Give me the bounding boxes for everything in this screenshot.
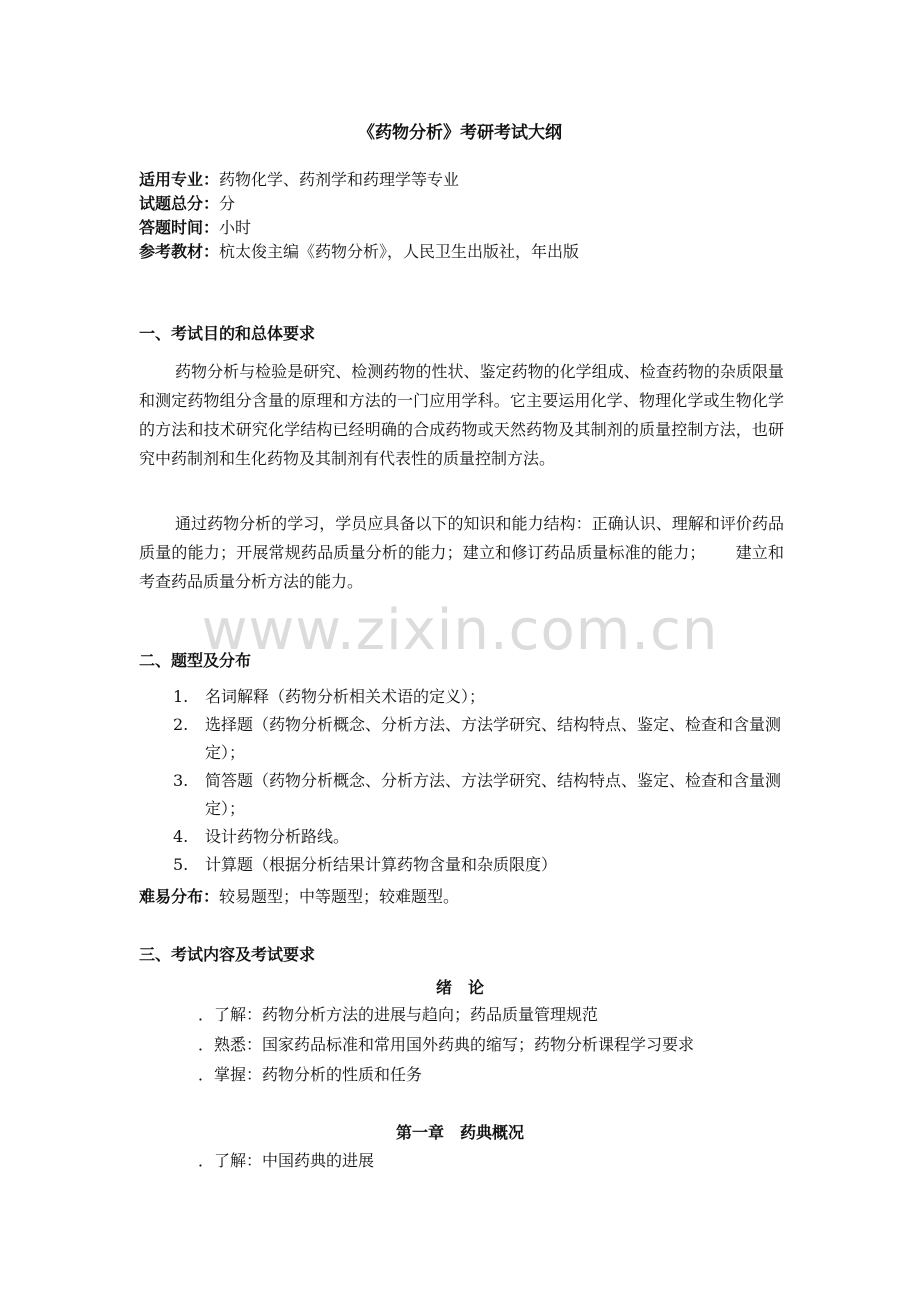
list-item: 4. 设计药物分析路线。: [173, 827, 350, 846]
section3-heading: 三、考试内容及考试要求: [139, 945, 316, 964]
intro-title: 绪 论: [435, 978, 484, 997]
list-item: ．掌握：药物分析的性质和任务: [198, 1065, 423, 1084]
chapter1-title: 第一章 药典概况: [395, 1123, 524, 1142]
list-item: 1. 名词解释（药物分析相关术语的定义）；: [173, 687, 486, 706]
info-textbook: 参考教材：杭太俊主编《药物分析》，人民卫生出版社，年出版: [139, 242, 580, 261]
exam-info: [139, 168, 579, 264]
question-type-list: [139, 683, 789, 879]
list-item: 5. 计算题（根据分析结果计算药物含量和杂质限度）: [173, 855, 558, 874]
info-duration: 答题时间：小时: [139, 218, 252, 237]
intro-requirements: [198, 1000, 694, 1090]
section2-heading: 二、题型及分布: [139, 651, 252, 670]
list-item: 2. 选择题（药物分析概念、分析方法、方法学研究、结构特点、鉴定、检查和含量测定）；: [173, 715, 782, 762]
difficulty-distribution: 难易分布：较易题型；中等题型；较难题型。: [139, 887, 460, 906]
list-item: ．了解：中国药典的进展: [198, 1151, 375, 1170]
list-item: ．熟悉：国家药品标准和常用国外药典的缩写；药物分析课程学习要求: [198, 1035, 695, 1054]
section1-paragraph-1: 药物分析与检验是研究、检测药物的性状、鉴定药物的化学组成、检查药物的杂质限量和测定药物组分含量的原理和方法的一门应用学科。它主要运用化学、物理化学或生物化学的方法和技术研究化学结构已经明确的合成药物或天然药物及其制剂的质量控制方法，也研究中药制剂和生化药物及其制剂有代表性的质量控制方法。: [139, 362, 784, 468]
info-total-score: 试题总分：分: [139, 194, 236, 213]
document-title: 《药物分析》考研考试大纲: [358, 123, 562, 143]
chapter1-requirements: [198, 1146, 374, 1176]
section1-paragraph-2: 通过药物分析的学习，学员应具备以下的知识和能力结构：正确认识、理解和评价药品质量的能力；开展常规药品质量分析的能力；建立和修订药品质量标准的能力； 建立和考查药品质量分析方法的能力。: [139, 514, 784, 591]
list-item: 3. 简答题（药物分析概念、分析方法、方法学研究、结构特点、鉴定、检查和含量测定）；: [173, 771, 782, 818]
section1-heading: 一、考试目的和总体要求: [139, 324, 316, 343]
watermark: www.zixin.com.cn: [201, 598, 719, 663]
list-item: ．了解：药物分析方法的进展与趋向；药品质量管理规范: [198, 1005, 599, 1024]
info-major: 适用专业：药物化学、药剂学和药理学等专业: [139, 170, 460, 189]
